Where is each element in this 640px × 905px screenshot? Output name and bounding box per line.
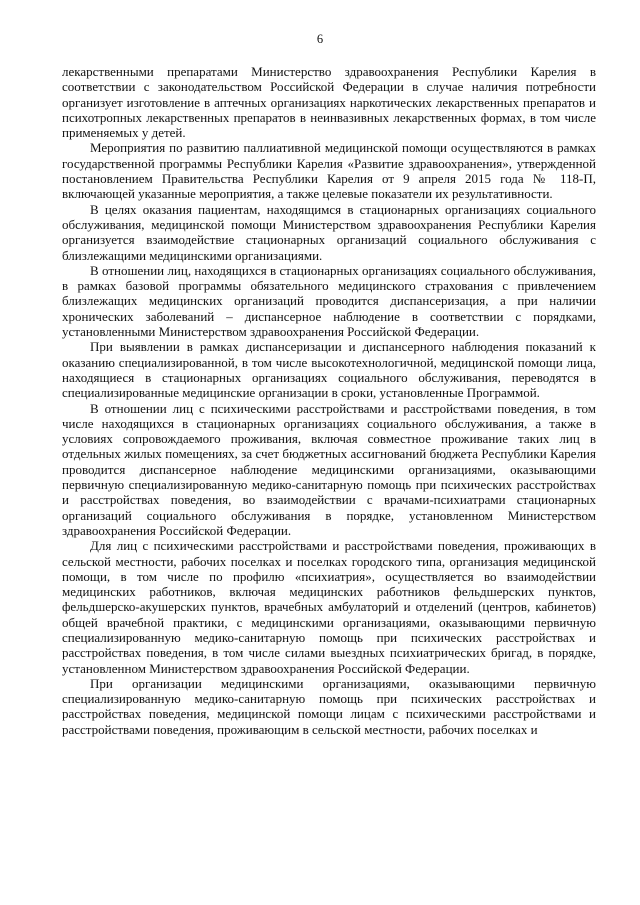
page-number: 6 xyxy=(316,32,324,46)
paragraph-rural-organization: При организации медицинскими организациями, оказывающими первичную специализированную медико-санитарную помощь при психических расстройствах и расстройствах поведения, медицинской помощи лицам с психическими расстройствами и расстройствами поведения, проживающим в сельской местности, рабочих поселках и xyxy=(62,675,596,737)
paragraph-rural-mental-care: Для лиц с психическими расстройствами и расстройствами поведения, проживающих в сельской местности, рабочих поселках и поселках городского типа, организация медицинской помощи, в том числе по профилю «психиатрия», осуществляется во взаимодействии медицинских работников, включая медицинских работников фельдшерских пунктов, фельдшерско-акушерских пунктов, врачебных амбулаторий и отделений (центров, кабинетов) общей врачебной практики, с медицинскими организациями, оказывающими первичную специализированную медико-санитарную помощь при психических расстройствах и расстройствах поведения, в том числе силами выездных психиатрических бригад, в порядке, установленном Министерством здравоохранения Российской Федерации. xyxy=(62,538,596,676)
paragraph-dispensarization: В отношении лиц, находящихся в стационарных организациях социального обслуживания, в рамках базовой программы обязательного медицинского страхования с привлечением близлежащих медицинских организаций проводится диспансеризация, а при наличии хронических заболеваний – диспансерное наблюдение в соответствии с порядками, установленными Министерством здравоохранения Российской Федерации. xyxy=(62,262,596,340)
paragraph-palliative-care: Мероприятия по развитию паллиативной медицинской помощи осуществляются в рамках государственной программы Республики Карелия «Развитие здравоохранения», утвержденной постановлением Правительства Республики Карелия от 9 апреля 2015 года № 118-П, включающей указанные мероприятия, а также целевые показатели их результативности. xyxy=(62,140,596,202)
paragraph-social-service-cooperation: В целях оказания пациентам, находящимся в стационарных организациях социального обслуживания, медицинской помощи Министерством здравоохранения Республики Карелия организуется взаимодействие стационарных организаций социального обслуживания с близлежащими медицинскими организациями. xyxy=(62,201,596,263)
paragraph-continuation: лекарственными препаратами Министерство здравоохранения Республики Карелия в соответствии с законодательством Российской Федерации в случае наличия потребности организует изготовление в аптечных организациях наркотических лекарственных препаратов и психотропных лекарственных препаратов в неинвазивных лекарственных формах, в том числе применяемых у детей. xyxy=(62,64,596,141)
paragraph-specialized-care-transfer: При выявлении в рамках диспансеризации и диспансерного наблюдения показаний к оказанию специализированной, в том числе высокотехнологичной, медицинской помощи лица, находящиеся в стационарных организациях социального обслуживания, переводятся в специализированные медицинские организации в сроки, установленные Программой. xyxy=(62,339,596,401)
paragraph-mental-disorders-observation: В отношении лиц с психическими расстройствами и расстройствами поведения, в том числе находящихся в стационарных организациях социального обслуживания, а также в условиях сопровождаемого проживания, включая совместное проживание таких лиц в отдельных жилых помещениях, за счет бюджетных ассигнований бюджета Республики Карелия проводится диспансерное наблюдение медицинскими организациями, оказывающими первичную специализированную медико-санитарную помощь при психических расстройствах и расстройствах поведения, во взаимодействии с врачами-психиатрами стационарных организаций социального обслуживания в порядке, установленном Министерством здравоохранения Российской Федерации. xyxy=(62,400,596,538)
document-body xyxy=(62,64,596,737)
